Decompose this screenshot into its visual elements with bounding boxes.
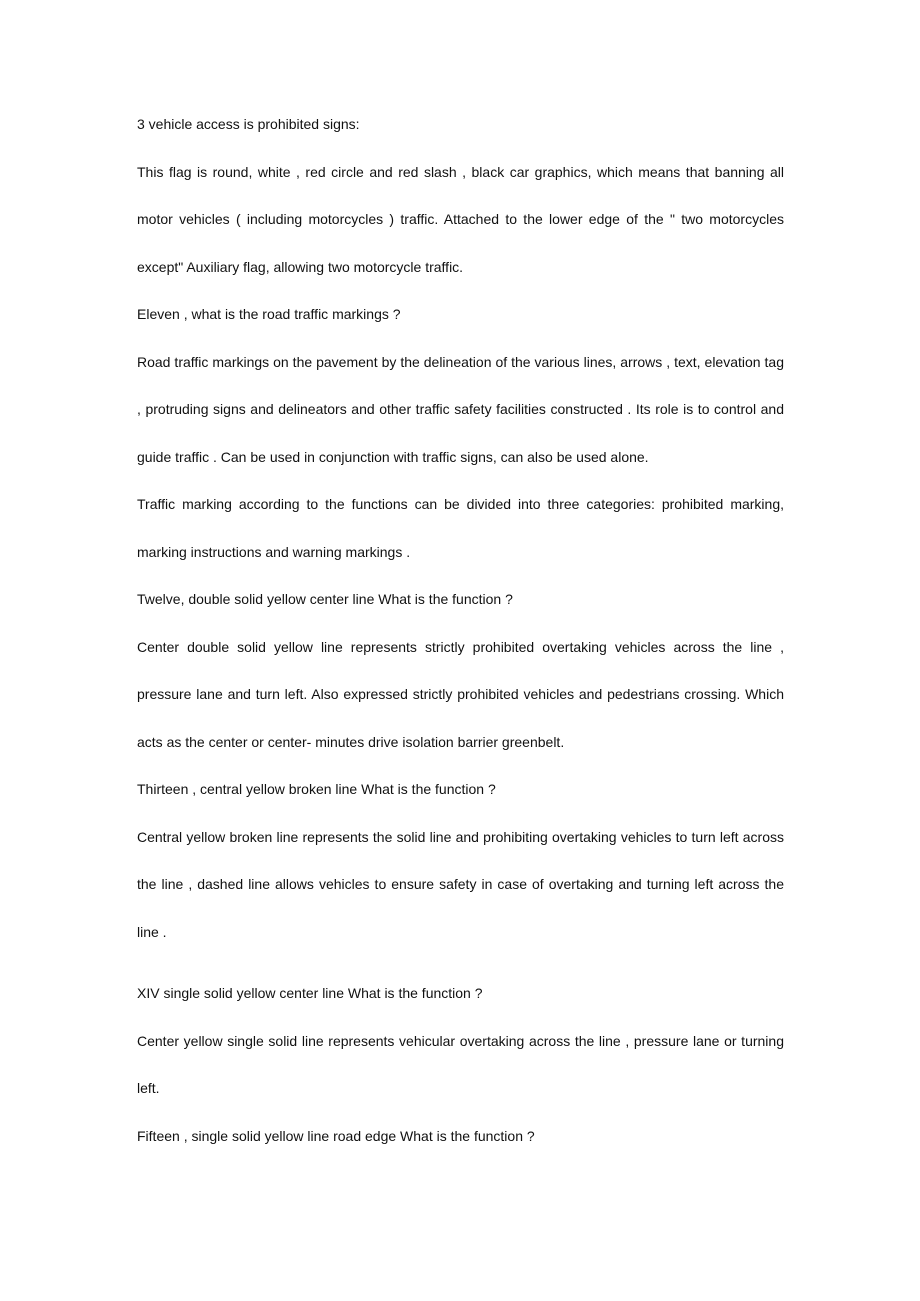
question-heading-eleven: Eleven , what is the road traffic markings ? xyxy=(137,306,401,322)
paragraph-single-solid-yellow: Center yellow single solid line represents vehicular overtaking across the line , pressure lane or turning left. xyxy=(137,1032,784,1096)
paragraph-road-markings: Road traffic markings on the pavement by the delineation of the various lines, arrows , text, elevation tag , protruding signs and delineators and other traffic safety facilities constructed . Its role is to control and guide traffic . Can be used in conjunction with traffic signs, can also be used alone. xyxy=(137,353,784,465)
question-heading-thirteen: Thirteen , central yellow broken line What is the function ? xyxy=(137,781,496,797)
document-body xyxy=(137,101,784,1160)
section-heading-vehicle-access: 3 vehicle access is prohibited signs: xyxy=(137,116,360,132)
paragraph-marking-categories: Traffic marking according to the functions can be divided into three categories: prohibited marking, marking instructions and warning markings . xyxy=(137,496,784,560)
paragraph-spacer xyxy=(137,956,784,970)
question-heading-fourteen: XIV single solid yellow center line What is the function ? xyxy=(137,985,483,1001)
paragraph-vehicle-access-sign: This flag is round, white , red circle and red slash , black car graphics, which means that banning all motor vehicles ( including motorcycles ) traffic. Attached to the lower edge of the " two motorcycles except" Auxiliary flag, allowing two motorcycle traffic. xyxy=(137,163,784,275)
question-heading-twelve: Twelve, double solid yellow center line What is the function ? xyxy=(137,591,513,607)
paragraph-double-solid-yellow: Center double solid yellow line represents strictly prohibited overtaking vehicles across the line , pressure lane and turn left. Also expressed strictly prohibited vehicles and pedestrians crossing. Which acts as the center or center- minutes drive isolation barrier greenbelt. xyxy=(137,638,784,750)
question-heading-fifteen: Fifteen , single solid yellow line road edge What is the function ? xyxy=(137,1127,535,1144)
paragraph-yellow-broken-line: Central yellow broken line represents the solid line and prohibiting overtaking vehicles to turn left across the line , dashed line allows vehicles to ensure safety in case of overtaking and turning left across the line . xyxy=(137,828,784,940)
